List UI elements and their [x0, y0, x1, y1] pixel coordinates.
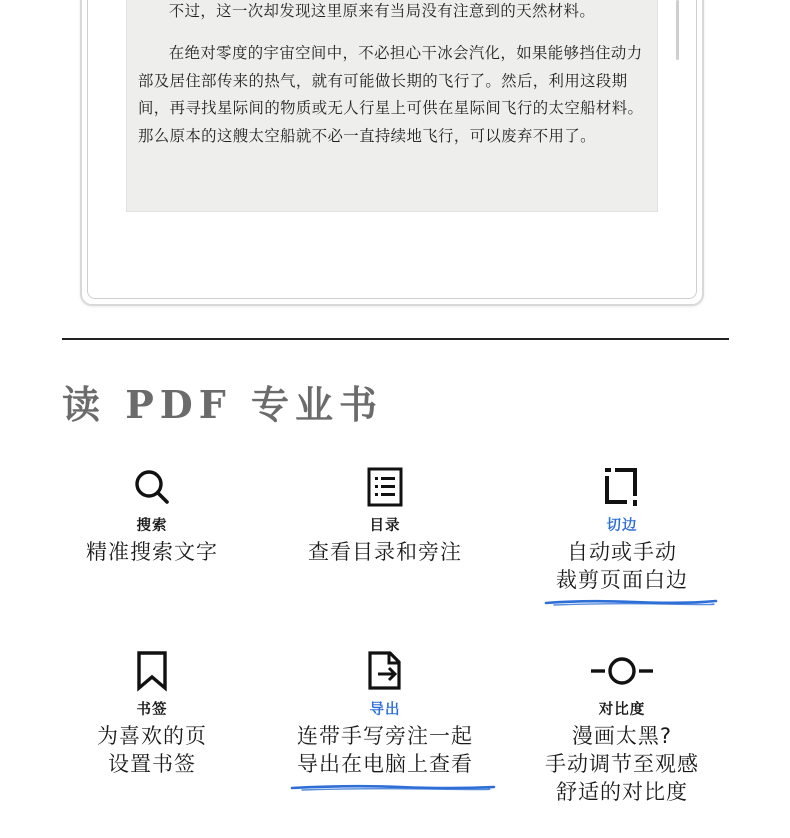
feature-description: 漫画太黑? 手动调节至观感 舒适的对比度 — [545, 724, 699, 804]
highlight-underline — [544, 598, 718, 608]
scrollbar[interactable] — [676, 0, 679, 60]
search-icon — [131, 466, 173, 508]
feature-description: 精准搜索文字 — [86, 540, 218, 564]
book-paragraph-1: 不过，这一次却发现这里原来有当局没有注意到的天然材料。 — [168, 2, 596, 20]
bookmark-icon — [131, 650, 173, 692]
feature-label: 书签 — [136, 702, 168, 718]
feature-description: 连带手写旁注一起 导出在电脑上查看 — [297, 724, 473, 776]
feature-label: 切边 — [606, 518, 638, 534]
crop-icon — [601, 466, 643, 508]
feature-description: 查看目录和旁注 — [308, 540, 462, 564]
book-paragraph-2: 在绝对零度的宇宙空间中，不必担心干冰会汽化，如果能够挡住动力部及居住部传来的热气，就有可能做长期的飞行了。然后，利用这段期间，再寻找星际间的物质或无人行星上可供在星际间飞行的太空船材料。那么原本的这艘太空船就不必一直持续地飞行，可以废弃不用了。 — [138, 44, 644, 145]
feature-label: 搜索 — [136, 518, 168, 534]
highlight-underline — [290, 783, 496, 793]
export-icon — [364, 650, 406, 692]
feature-label: 目录 — [369, 518, 401, 534]
section-title: 读 PDF 专业书 — [62, 382, 383, 427]
section-divider — [62, 338, 729, 340]
feature-description: 为喜欢的页 设置书签 — [97, 724, 207, 776]
table-of-contents-icon — [364, 466, 406, 508]
feature-label: 导出 — [369, 702, 401, 718]
contrast-icon — [589, 650, 655, 692]
feature-description: 自动或手动 裁剪页面白边 — [556, 540, 688, 592]
feature-label: 对比度 — [598, 702, 646, 718]
